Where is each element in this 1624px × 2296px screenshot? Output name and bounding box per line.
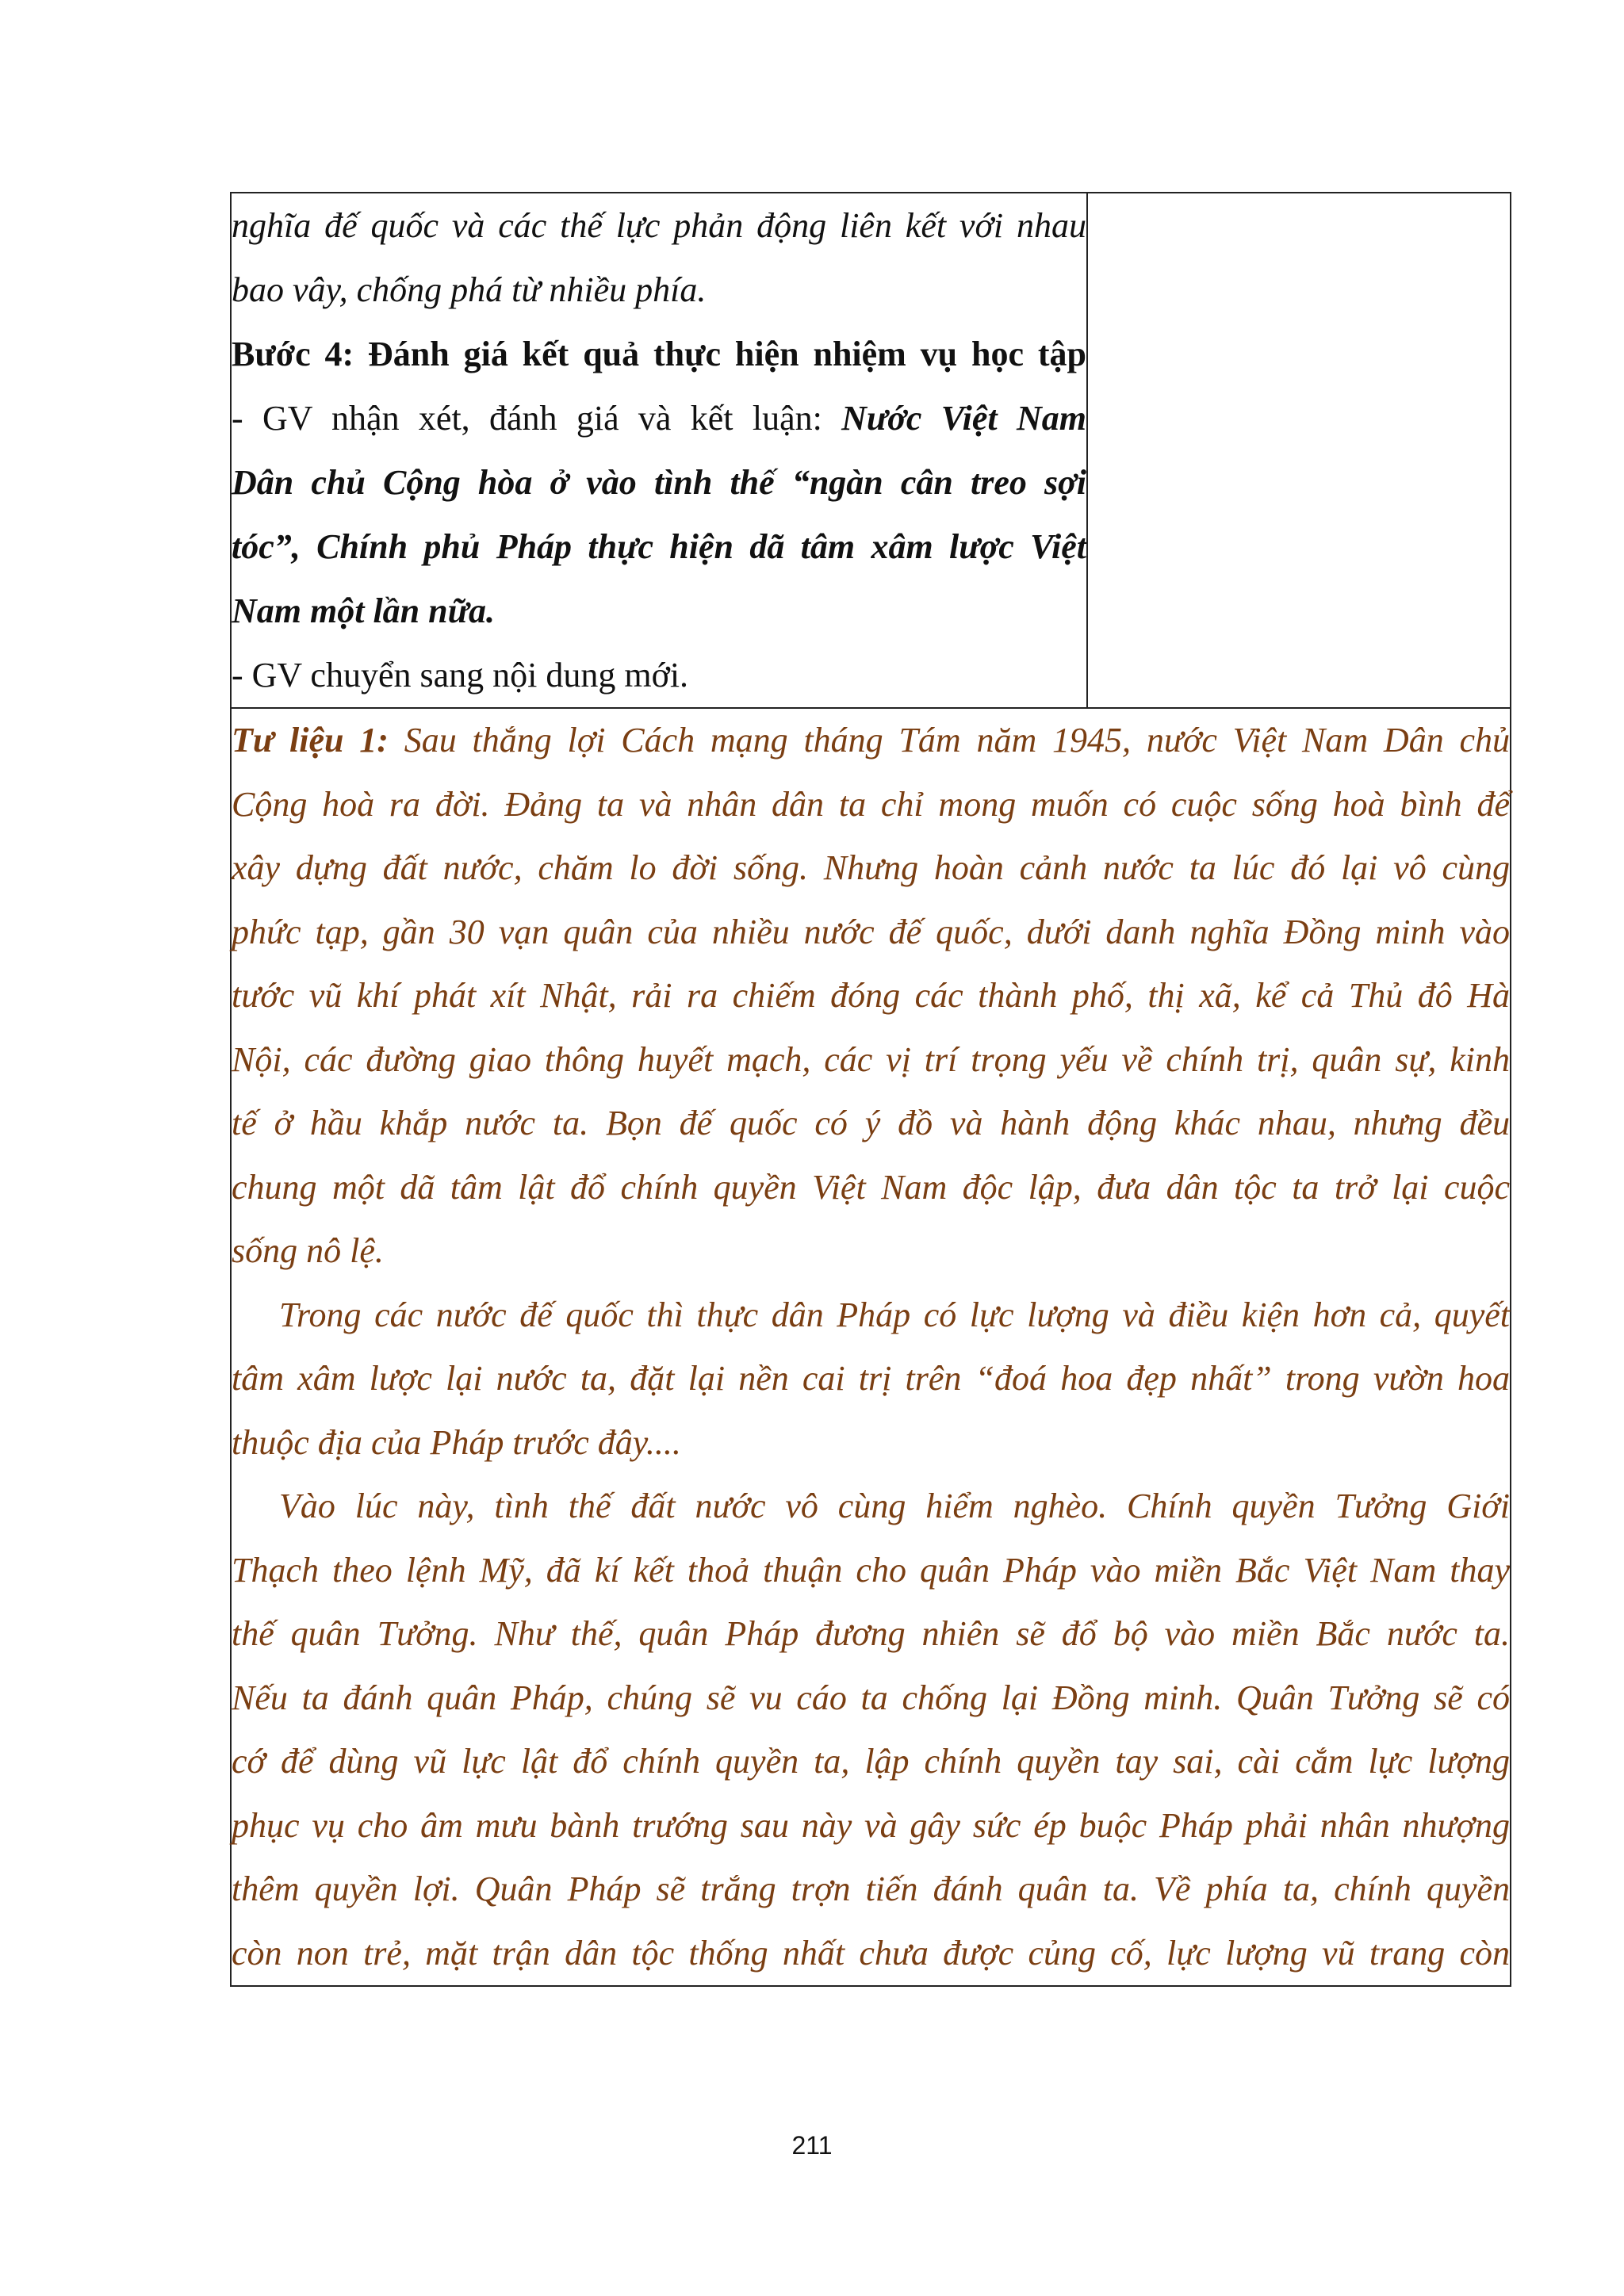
- source-line: chung một dã tâm lật đổ chính quyền Việt Nam độc lập, đưa dân tộc ta trở lại cuộc: [232, 1167, 1510, 1207]
- source-line: thêm quyền lợi. Quân Pháp sẽ trắng trợn tiến đánh quân ta. Về phía ta, chính quyền: [232, 1869, 1510, 1908]
- transition-text: - GV chuyển sang nội dung mới.: [232, 656, 689, 695]
- source-line: cớ để dùng vũ lực lật đổ chính quyền ta, lập chính quyền tay sai, cài cắm lực lượng: [232, 1742, 1510, 1781]
- source-line: xây dựng đất nước, chăm lo đời sống. Nhưng hoàn cảnh nước ta lúc đó lại vô cùng: [232, 848, 1510, 887]
- source-line: thuộc địa của Pháp trước đây....: [232, 1422, 681, 1462]
- text-line: nghĩa đế quốc và các thế lực phản động liên kết với nhau: [232, 206, 1086, 245]
- activity-cell: [231, 193, 1087, 708]
- source-line: còn non trẻ, mặt trận dân tộc thống nhất chưa được củng cố, lực lượng vũ trang còn: [232, 1933, 1510, 1973]
- source-label: Tư liệu 1:: [232, 721, 389, 760]
- source-line: Cộng hoà ra đời. Đảng ta và nhân dân ta chỉ mong muốn có cuộc sống hoà bình để: [232, 784, 1510, 824]
- source-line: thế quân Tưởng. Như thế, quân Pháp đương nhiên sẽ đổ bộ vào miền Bắc nước ta.: [232, 1614, 1510, 1653]
- conclusion-text: Dân chủ Cộng hòa ở vào tình thế “ngàn cân treo sợi: [232, 463, 1086, 502]
- source-line: tước vũ khí phát xít Nhật, rải ra chiếm đóng các thành phố, thị xã, kể cả Thủ đô Hà: [232, 976, 1510, 1015]
- conclusion-text: Nam một lần nữa.: [232, 591, 495, 630]
- source-text: Sau thắng lợi Cách mạng tháng Tám năm 1945, nước Việt Nam Dân chủ: [404, 721, 1511, 760]
- source-line: tế ở hầu khắp nước ta. Bọn đế quốc có ý đồ và hành động khác nhau, nhưng đều: [232, 1104, 1510, 1142]
- activity-row: [231, 193, 1511, 708]
- source-line: phức tạp, gần 30 vạn quân của nhiều nước đế quốc, dưới danh nghĩa Đồng minh vào: [232, 912, 1510, 951]
- source-line: Vào lúc này, tình thế đất nước vô cùng hiểm nghèo. Chính quyền Tưởng Giới: [279, 1487, 1510, 1525]
- source-line: tâm xâm lược lại nước ta, đặt lại nền cai trị trên “đoá hoa đẹp nhất” trong vườn hoa: [232, 1359, 1510, 1398]
- source-line: Nếu ta đánh quân Pháp, chúng sẽ vu cáo ta chống lại Đồng minh. Quân Tưởng sẽ có: [232, 1678, 1510, 1717]
- conclusion-prefix: - GV nhận xét, đánh giá và kết luận:: [232, 399, 822, 438]
- source-line: phục vụ cho âm mưu bành trướng sau này và gây sức ép buộc Pháp phải nhân nhượng: [232, 1805, 1510, 1845]
- page-number: 211: [791, 2131, 833, 2160]
- empty-side-cell: [1087, 193, 1511, 708]
- source-row: [231, 708, 1511, 1986]
- source-line: sống nô lệ.: [232, 1231, 384, 1270]
- content-table: [230, 192, 1511, 1987]
- source-line: Thạch theo lệnh Mỹ, đã kí kết thoả thuận cho quân Pháp vào miền Bắc Việt Nam thay: [232, 1550, 1510, 1590]
- source-cell: [231, 708, 1511, 1986]
- conclusion-text: tóc”, Chính phủ Pháp thực hiện dã tâm xâm lược Việt: [232, 527, 1086, 566]
- step4-heading: Bước 4: Đánh giá kết quả thực hiện nhiệm vụ học tập: [232, 335, 1086, 373]
- source-line: [232, 709, 1510, 773]
- conclusion-line: [232, 386, 1086, 450]
- text-line: bao vây, chống phá từ nhiều phía.: [232, 270, 707, 309]
- source-line: Trong các nước đế quốc thì thực dân Pháp có lực lượng và điều kiện hơn cả, quyết: [279, 1295, 1510, 1334]
- conclusion-text: Nước Việt Nam: [841, 399, 1086, 438]
- source-line: Nội, các đường giao thông huyết mạch, các vị trí trọng yếu về chính trị, quân sự, kinh: [232, 1039, 1510, 1079]
